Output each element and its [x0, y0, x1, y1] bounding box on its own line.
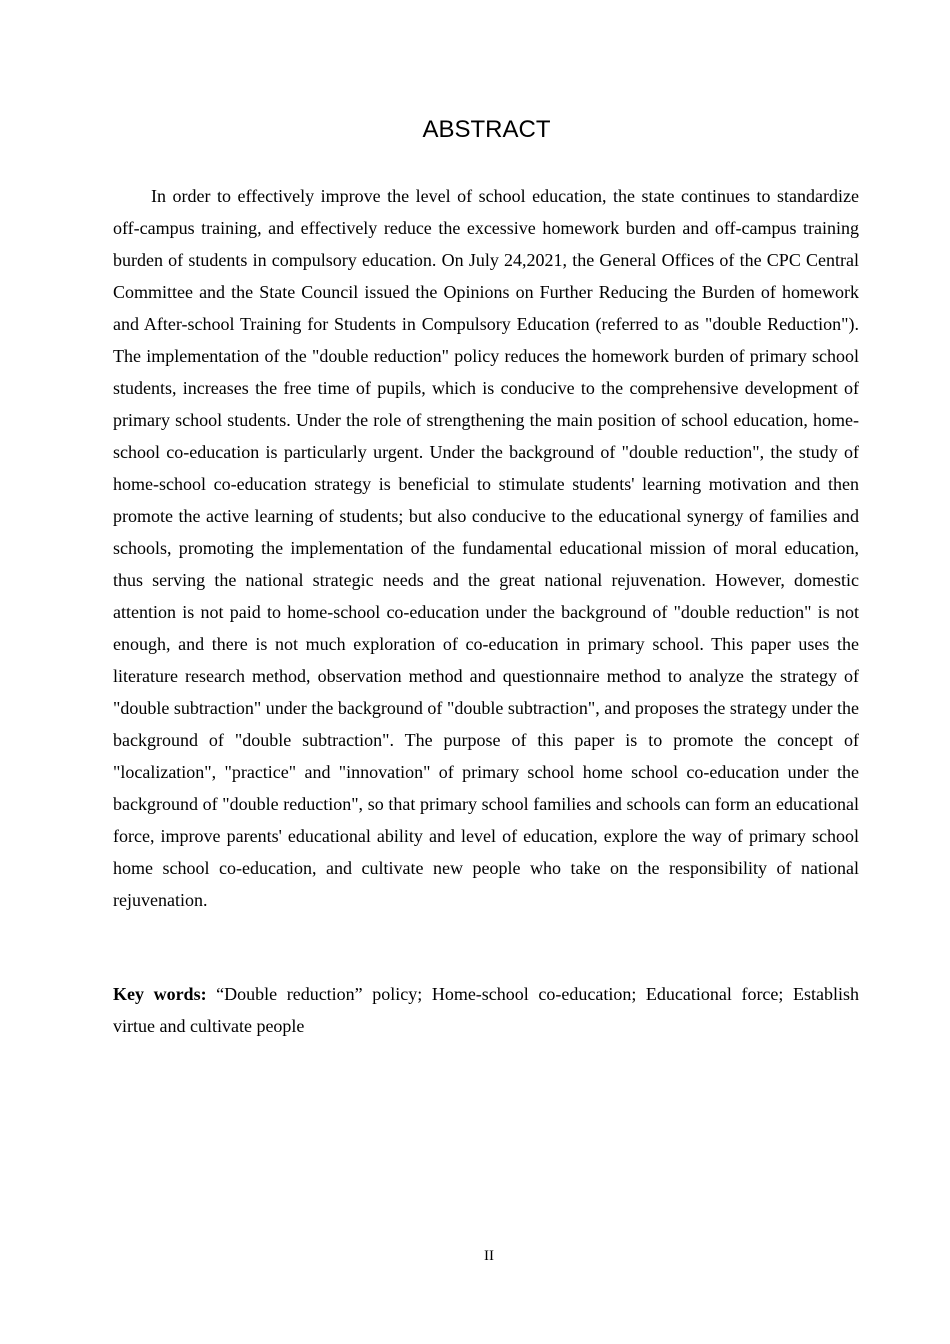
- abstract-body: In order to effectively improve the level of school education, the state continues to standardize off-campus training, and effectively reduce the excessive homework burden and off-campus training burden of students in compulsory education. On July 24,2021, the General Offices of the CPC Central Committee and the State Council issued the Opinions on Further Reducing the Burden of homework and After-school Training for Students in Compulsory Education (referred to as "double Reduction"). The implementation of the "double reduction" policy reduces the homework burden of primary school students, increases the free time of pupils, which is conducive to the comprehensive development of primary school students. Under the role of strengthening the main position of school education, home-school co-education is particularly urgent. Under the background of "double reduction", the study of home-school co-education strategy is beneficial to stimulate students' learning motivation and then promote the active learning of students; but also conducive to the educational synergy of families and schools, promoting the implementation of the fundamental educational mission of moral education, thus serving the national strategic needs and the great national rejuvenation. However, domestic attention is not paid to home-school co-education under the background of "double reduction" is not enough, and there is not much exploration of co-education in primary school. This paper uses the literature research method, observation method and questionnaire method to analyze the strategy of "double subtraction" under the background of "double subtraction", and proposes the strategy under the background of "double subtraction". The purpose of this paper is to promote the concept of "localization", "practice" and "innovation" of primary school home school co-education under the background of "double reduction", so that primary school families and schools can form an educational force, improve parents' educational ability and level of education, explore the way of primary school home school co-education, and cultivate new people who take on the responsibility of national rejuvenation.: [113, 186, 859, 910]
- keywords-label: Key words:: [113, 984, 207, 1004]
- page-number: II: [484, 1248, 494, 1264]
- abstract-title: ABSTRACT: [422, 116, 551, 143]
- keywords-paragraph: [113, 978, 859, 1042]
- keywords-text: “Double reduction” policy; Home-school co-education; Educational force; Establish virtue and cultivate people: [113, 984, 859, 1036]
